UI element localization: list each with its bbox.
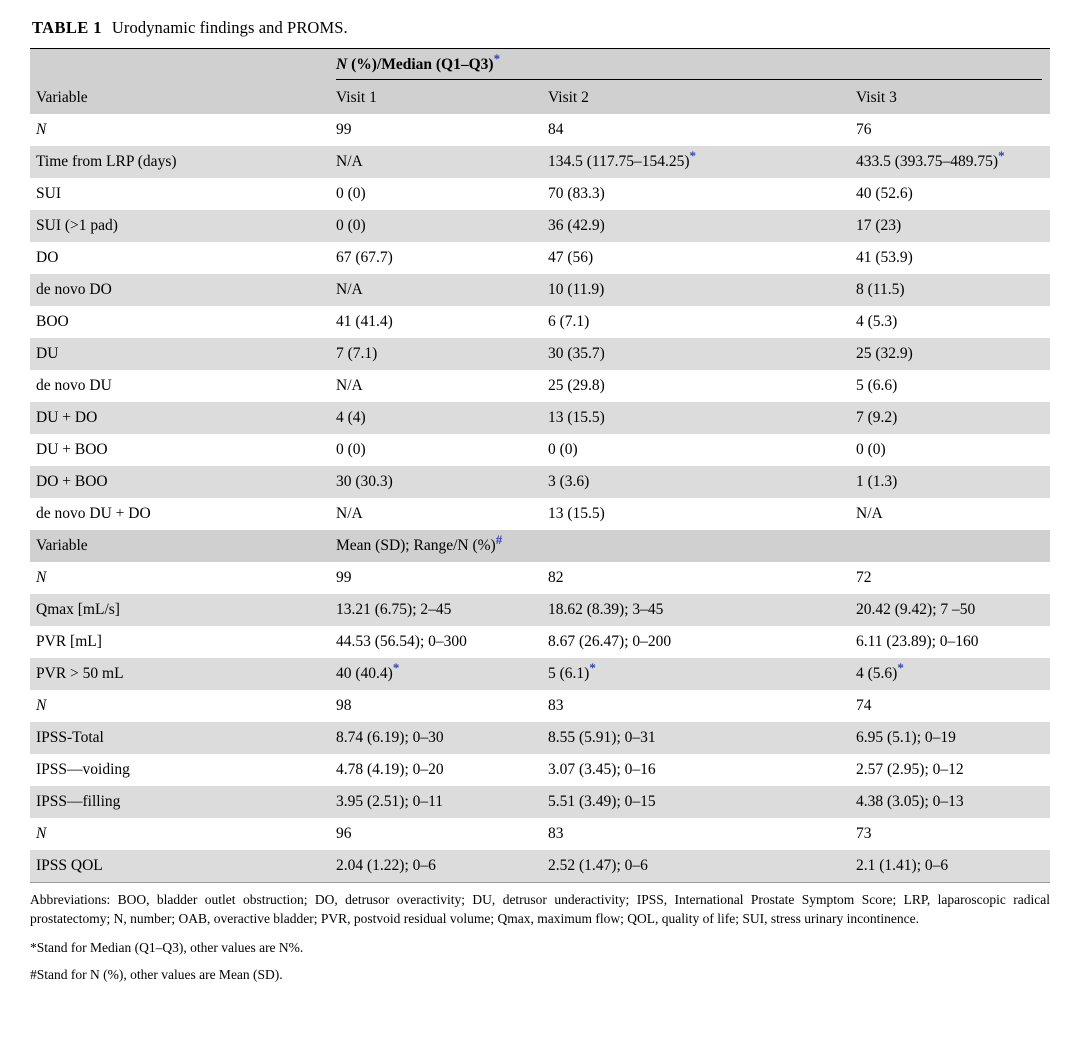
row-visit-3: 73 (850, 818, 1050, 850)
row-label: IPSS-Total (30, 722, 330, 754)
row-label: DU + DO (30, 402, 330, 434)
row-visit-3: 5 (6.6) (850, 370, 1050, 402)
row-visit-3: 4.38 (3.05); 0–13 (850, 786, 1050, 818)
row-label: Qmax [mL/s] (30, 594, 330, 626)
row-visit-3: 6.11 (23.89); 0–160 (850, 626, 1050, 658)
table-row (30, 434, 1050, 466)
footnote-hash: #Stand for N (%), other values are Mean (SD). (30, 967, 283, 983)
table-row (30, 786, 1050, 818)
row-visit-3: 76 (850, 114, 1050, 146)
row-visit-2: 70 (83.3) (542, 178, 850, 210)
table-row (30, 402, 1050, 434)
row-visit-1: 3.95 (2.51); 0–11 (330, 786, 542, 818)
row-visit-3-text: 4 (5.6) (856, 665, 898, 682)
table-column-header-row (30, 82, 1050, 114)
footnote-star: *Stand for Median (Q1–Q3), other values are N%. (30, 940, 304, 956)
table-row (30, 338, 1050, 370)
row-visit-1: 0 (0) (330, 210, 542, 242)
row-visit-2: 6 (7.1) (542, 306, 850, 338)
row-visit-2: 36 (42.9) (542, 210, 850, 242)
row-visit-3: 20.42 (9.42); 7 –50 (850, 594, 1050, 626)
row-visit-2-text: 5 (6.1) (548, 665, 590, 682)
row-visit-1: 4 (4) (330, 402, 542, 434)
row-visit-2: 25 (29.8) (542, 370, 850, 402)
row-visit-1-text: 40 (40.4) (336, 665, 393, 682)
row-label: de novo DO (30, 274, 330, 306)
row-label: IPSS—filling (30, 786, 330, 818)
row-visit-3 (850, 658, 1050, 690)
row-visit-2 (542, 146, 850, 178)
table-row (30, 754, 1050, 786)
table-row (30, 242, 1050, 274)
row-label: N (30, 690, 330, 722)
row-visit-3: N/A (850, 498, 1050, 530)
row-visit-1: N/A (330, 370, 542, 402)
row-visit-2-symbol: * (589, 659, 596, 675)
row-visit-1: 0 (0) (330, 178, 542, 210)
row-label: BOO (30, 306, 330, 338)
urodynamic-findings-table (30, 48, 1050, 882)
row-visit-3: 8 (11.5) (850, 274, 1050, 306)
column-header-visit-2: Visit 2 (542, 82, 850, 114)
row-visit-3: 40 (52.6) (850, 178, 1050, 210)
table-row (30, 626, 1050, 658)
row-visit-2: 83 (542, 690, 850, 722)
row-label: PVR > 50 mL (30, 658, 330, 690)
table-row (30, 690, 1050, 722)
row-label: DU + BOO (30, 434, 330, 466)
row-visit-3: 0 (0) (850, 434, 1050, 466)
row-visit-2: 3.07 (3.45); 0–16 (542, 754, 850, 786)
row-visit-3 (850, 146, 1050, 178)
column-header-visit-1: Visit 1 (330, 82, 542, 114)
column-header-visit-3: Visit 3 (850, 82, 1050, 114)
row-visit-3: 74 (850, 690, 1050, 722)
row-visit-2-symbol: * (689, 147, 696, 163)
row-label: N (30, 114, 330, 146)
row-visit-1 (330, 658, 542, 690)
row-visit-2: 30 (35.7) (542, 338, 850, 370)
row-visit-2: 13 (15.5) (542, 402, 850, 434)
row-visit-2: 82 (542, 562, 850, 594)
row-visit-3: 4 (5.3) (850, 306, 1050, 338)
row-visit-2 (542, 658, 850, 690)
row-label: Time from LRP (days) (30, 146, 330, 178)
row-visit-3: 41 (53.9) (850, 242, 1050, 274)
row-visit-2: 13 (15.5) (542, 498, 850, 530)
table-notes (30, 890, 1050, 985)
table-row (30, 466, 1050, 498)
span-header-italic: N (336, 56, 348, 73)
table-row (30, 594, 1050, 626)
column-header-variable: Variable (30, 82, 330, 114)
row-visit-2: 2.52 (1.47); 0–6 (542, 850, 850, 882)
row-visit-1: 41 (41.4) (330, 306, 542, 338)
span-header-rest: (%)/Median (Q1–Q3) (347, 56, 494, 73)
row-visit-2: 18.62 (8.39); 3–45 (542, 594, 850, 626)
row-visit-2-text: 134.5 (117.75–154.25) (548, 153, 690, 170)
row-visit-2: 8.55 (5.91); 0–31 (542, 722, 850, 754)
table-container (30, 48, 1050, 883)
table-section2-header-row (30, 530, 1050, 562)
row-visit-1: 99 (330, 114, 542, 146)
row-visit-1: 13.21 (6.75); 2–45 (330, 594, 542, 626)
row-visit-3: 6.95 (5.1); 0–19 (850, 722, 1050, 754)
section2-header-symbol: # (495, 531, 503, 547)
row-visit-1: 67 (67.7) (330, 242, 542, 274)
section2-header-variable: Variable (30, 530, 330, 562)
table-row (30, 370, 1050, 402)
table-row (30, 274, 1050, 306)
table-row (30, 562, 1050, 594)
row-visit-1: 8.74 (6.19); 0–30 (330, 722, 542, 754)
table-span-header-row (30, 49, 1050, 83)
row-visit-2: 84 (542, 114, 850, 146)
row-visit-3-symbol: * (998, 147, 1005, 163)
table-bottom-rule (30, 882, 1050, 883)
row-label: de novo DU + DO (30, 498, 330, 530)
table-row (30, 210, 1050, 242)
row-visit-1-symbol: * (392, 659, 400, 675)
abbreviations-note: Abbreviations: BOO, bladder outlet obstruction; DO, detrusor overactivity; DU, detrusor underactivity; IPSS, International Prostate Symptom Score; LRP, laparoscopic radical prostatectomy; N, number; OAB, overactive bladder; PVR, postvoid residual volume; Qmax, maximum flow; QOL, quality of life; SUI, stress urinary incontinence. (30, 892, 1050, 927)
row-visit-2: 47 (56) (542, 242, 850, 274)
span-header-blank (30, 49, 330, 83)
row-visit-3: 72 (850, 562, 1050, 594)
table-caption (32, 18, 1050, 38)
row-label: IPSS QOL (30, 850, 330, 882)
row-label: DO (30, 242, 330, 274)
table-row (30, 722, 1050, 754)
row-visit-3-symbol: * (897, 659, 904, 675)
row-visit-1: 4.78 (4.19); 0–20 (330, 754, 542, 786)
row-label: PVR [mL] (30, 626, 330, 658)
row-visit-2: 3 (3.6) (542, 466, 850, 498)
row-visit-2: 10 (11.9) (542, 274, 850, 306)
table-row (30, 850, 1050, 882)
row-label: N (30, 818, 330, 850)
row-visit-2: 83 (542, 818, 850, 850)
table-row (30, 306, 1050, 338)
table-row (30, 178, 1050, 210)
section2-header-text: Mean (SD); Range/N (%) (336, 537, 496, 554)
table-row (30, 658, 1050, 690)
table-row (30, 146, 1050, 178)
row-label: DO + BOO (30, 466, 330, 498)
row-visit-2: 5.51 (3.49); 0–15 (542, 786, 850, 818)
table-row (30, 818, 1050, 850)
table-row (30, 114, 1050, 146)
row-visit-3: 2.1 (1.41); 0–6 (850, 850, 1050, 882)
row-visit-1: 99 (330, 562, 542, 594)
row-visit-1: N/A (330, 274, 542, 306)
row-visit-1: 7 (7.1) (330, 338, 542, 370)
row-visit-3: 17 (23) (850, 210, 1050, 242)
row-label: de novo DU (30, 370, 330, 402)
span-header-cell (330, 49, 1050, 83)
row-visit-2: 0 (0) (542, 434, 850, 466)
row-visit-3: 2.57 (2.95); 0–12 (850, 754, 1050, 786)
row-label: N (30, 562, 330, 594)
row-label: DU (30, 338, 330, 370)
row-visit-1: 98 (330, 690, 542, 722)
table-label: TABLE 1 (32, 18, 102, 37)
section2-header-value (330, 530, 1050, 562)
table-row (30, 498, 1050, 530)
row-visit-2: 8.67 (26.47); 0–200 (542, 626, 850, 658)
row-visit-1: 96 (330, 818, 542, 850)
row-visit-1: 44.53 (56.54); 0–300 (330, 626, 542, 658)
span-header-symbol: * (493, 50, 501, 66)
row-visit-3-text: 433.5 (393.75–489.75) (856, 153, 999, 170)
row-label: IPSS—voiding (30, 754, 330, 786)
row-visit-1: 0 (0) (330, 434, 542, 466)
row-visit-1: N/A (330, 498, 542, 530)
row-visit-1: N/A (330, 146, 542, 178)
row-label: SUI (>1 pad) (30, 210, 330, 242)
row-label: SUI (30, 178, 330, 210)
row-visit-3: 1 (1.3) (850, 466, 1050, 498)
table-title: Urodynamic findings and PROMS. (111, 18, 348, 37)
row-visit-3: 25 (32.9) (850, 338, 1050, 370)
row-visit-1: 2.04 (1.22); 0–6 (330, 850, 542, 882)
row-visit-1: 30 (30.3) (330, 466, 542, 498)
row-visit-3: 7 (9.2) (850, 402, 1050, 434)
